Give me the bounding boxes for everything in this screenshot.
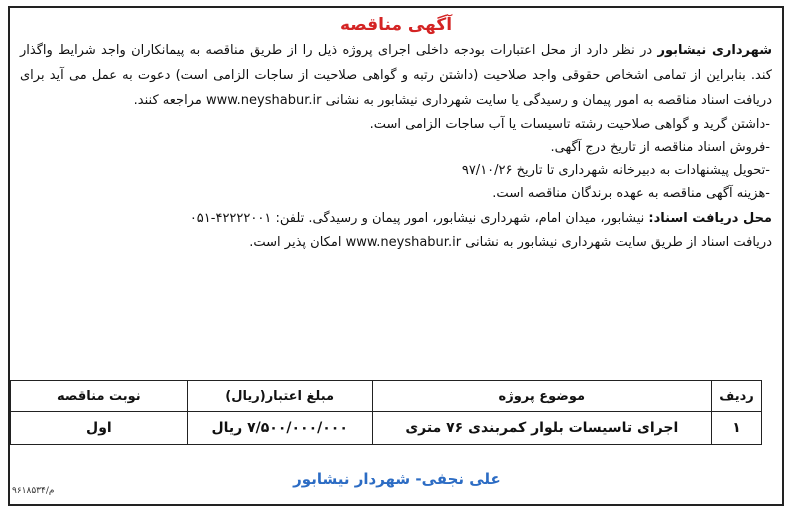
cell-row-number: ۱ [712,412,762,445]
header-row-number: ردیف [712,381,762,412]
intro-tail: مراجعه کنند. [133,93,206,108]
intro-paragraph [10,38,782,113]
header-tender-round: نوبت مناقصه [11,381,188,412]
table-row [11,412,762,445]
address-text: نیشابور، میدان امام، شهرداری نیشابور، امور پیمان و رسیدگی. تلفن: [271,211,649,226]
website-link-2[interactable]: www.neyshabur.ir [345,235,462,250]
phone-number: ۰۵۱-۴۲۲۲۲۰۰۱ [189,211,272,226]
address-block [10,207,782,255]
org-name: شهرداری نیشابور [657,43,772,58]
condition-item: -هزینه آگهی مناقصه به عهده برندگان مناقصه است. [492,186,770,201]
header-budget: مبلغ اعتبار(ریال) [187,381,372,412]
table-header-row [11,381,762,412]
condition-item: -فروش اسناد مناقصه از تاریخ درج آگهی. [550,140,770,155]
cell-project-subject: اجرای تاسیسات بلوار کمربندی ۷۶ متری [372,412,711,445]
conditions-list [10,113,782,205]
notice-title: آگهی مناقصه [339,15,453,35]
serial-number: م/۹۶۱۸۵۳۴ [12,486,55,496]
condition-item: -داشتن گرید و گواهی صلاحیت رشته تاسیسات یا آب ساجات الزامی است. [369,117,770,132]
intro-text: در نظر دارد از محل اعتبارات بودجه داخلی اجرای پروژه ذیل را از طریق مناقصه به پیمانکاران واجد شرایط واگذار کند. بنابراین از تمامی اشخاص حقوقی واجد صلاحیت (داشتن رتبه و گواهی صلاحیت از ساجات الزامی است) دعوت به عمل می آید برای دریافت اسناد مناقصه به امور پیمان و رسیدگی یا سایت شهرداری نیشابور به نشانی [20,43,772,108]
address-label: محل دریافت اسناد: [648,211,772,226]
website-link[interactable]: www.neyshabur.ir [205,93,322,108]
download-text: دریافت اسناد از طریق سایت شهرداری نیشابور به نشانی [461,235,772,250]
signature: علی نجفی- شهردار نیشابور [293,470,501,488]
cell-budget: ۷/۵۰۰/۰۰۰/۰۰۰ ریال [187,412,372,445]
download-line [20,231,772,255]
address-line [20,207,772,231]
download-tail: امکان پذیر است. [249,235,346,250]
header-project-subject: موضوع پروژه [372,381,711,412]
cell-tender-round: اول [11,412,188,445]
project-table [10,380,762,445]
condition-item: -تحویل پیشنهادات به دبیرخانه شهرداری تا تاریخ ۹۷/۱۰/۲۶ [461,163,770,178]
